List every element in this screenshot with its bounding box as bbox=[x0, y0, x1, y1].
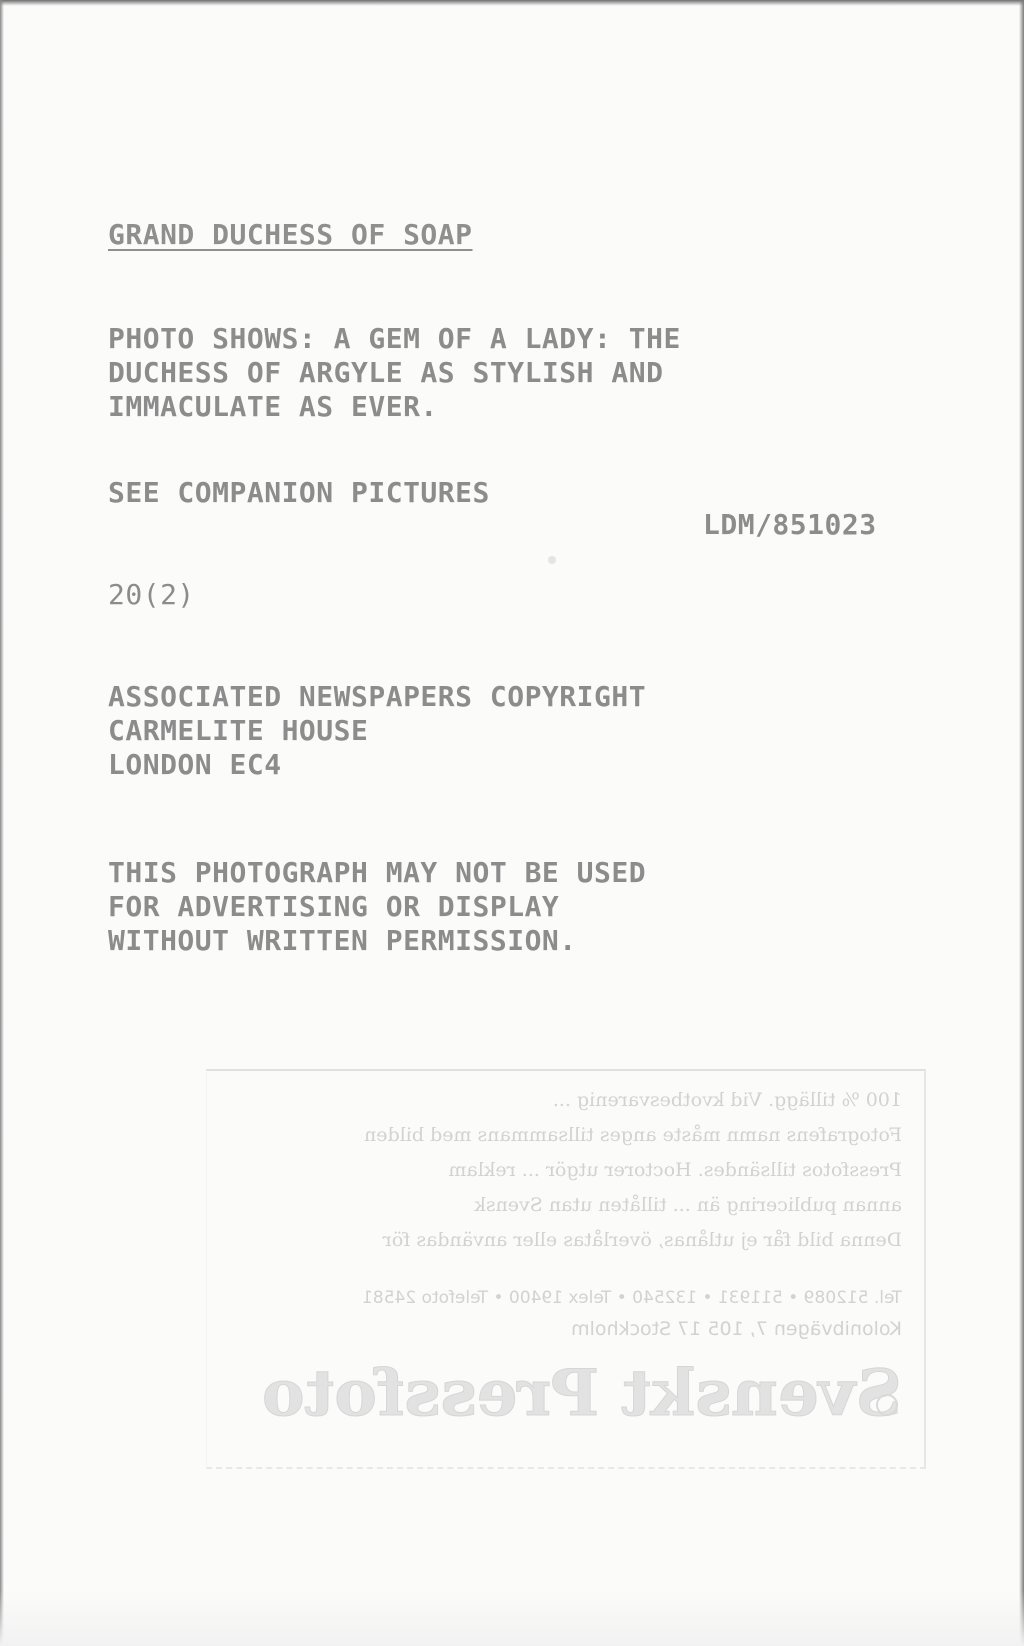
companion-note: SEE COMPANION PICTURES bbox=[108, 476, 490, 509]
stamp-telephone: Tel. 512089 • 511931 • 132540 • Telex 19400 • Telefoto 24581 bbox=[362, 1288, 902, 1308]
stamp-line: Pressfotos tillsändes. Hoctorer utgör ... reklam bbox=[448, 1159, 902, 1181]
stamp-brand-logo: Svenskt Pressfoto bbox=[262, 1356, 902, 1431]
notice-line: THIS PHOTOGRAPH MAY NOT BE USED bbox=[108, 856, 647, 889]
agency-stamp-mirrored bbox=[206, 1069, 926, 1469]
copyright-block bbox=[108, 680, 646, 782]
notice-line: FOR ADVERTISING OR DISPLAY bbox=[108, 890, 560, 923]
paper-bottom-stain bbox=[0, 1590, 1024, 1646]
caption-line: DUCHESS OF ARGYLE AS STYLISH AND bbox=[108, 356, 664, 389]
caption-line: IMMACULATE AS EVER. bbox=[108, 390, 438, 423]
stamp-gap bbox=[229, 1264, 902, 1288]
notice-line: WITHOUT WRITTEN PERMISSION. bbox=[108, 924, 577, 957]
paper-left-edge bbox=[0, 0, 4, 1646]
copyright-line: LONDON EC4 bbox=[108, 748, 282, 781]
document-title: GRAND DUCHESS OF SOAP bbox=[108, 218, 473, 251]
reference-code: LDM/851023 bbox=[703, 508, 877, 541]
copyright-line: ASSOCIATED NEWSPAPERS COPYRIGHT bbox=[108, 680, 647, 713]
frame-number: 20(2) bbox=[108, 578, 195, 611]
stamp-line: Denna bild får ej utlånas, överlåtas eller användas för bbox=[382, 1229, 902, 1251]
copyright-line: CARMELITE HOUSE bbox=[108, 714, 369, 747]
stamp-line: annan publicering än ... tillåten utan Svensk bbox=[474, 1194, 902, 1216]
copyright-circle-icon bbox=[876, 1394, 898, 1416]
paper-right-edge bbox=[1019, 0, 1024, 1646]
agency-stamp-text bbox=[207, 1071, 924, 1467]
paper-speck bbox=[548, 556, 556, 564]
stamp-line: 100 % tillägg. Vid kvotbesvarenig ... bbox=[552, 1089, 902, 1111]
stamp-address: Kolonibvägen 7, 105 17 Stockholm bbox=[571, 1318, 902, 1340]
paper-top-edge bbox=[0, 0, 1024, 6]
photo-caption bbox=[108, 322, 681, 424]
caption-line: PHOTO SHOWS: A GEM OF A LADY: THE bbox=[108, 322, 681, 355]
usage-notice bbox=[108, 856, 646, 958]
stamp-line: Fotografens namn måste anges tillsammans med bilden bbox=[364, 1124, 902, 1146]
